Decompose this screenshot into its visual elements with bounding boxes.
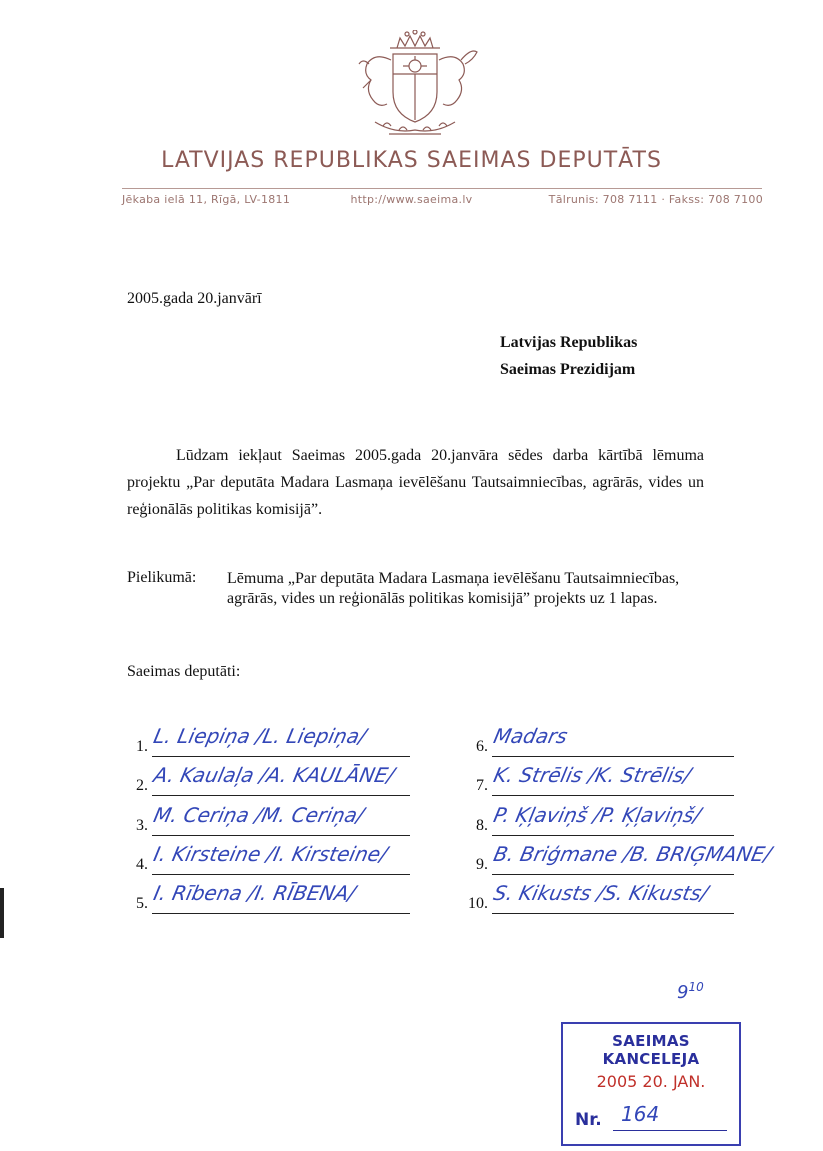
signature-number: 10. [468, 895, 488, 912]
page-mark-sup: 10 [688, 980, 704, 994]
signature-line [152, 756, 410, 757]
signature-line [492, 913, 734, 914]
stamp-number-line [613, 1130, 727, 1131]
signature-line [492, 835, 734, 836]
stamp-title: SAEIMAS KANCELEJA [602, 1032, 700, 1068]
signature-number: 5. [136, 895, 148, 912]
signature-number: 2. [136, 777, 148, 794]
addressee-block [500, 329, 637, 383]
stamp-nr-label: Nr. [575, 1110, 602, 1130]
attachment-label: Pielikumā: [127, 569, 197, 586]
handwritten-signature: Madars [491, 724, 570, 748]
header-divider [122, 188, 762, 189]
attachment-text: Lēmuma „Par deputāta Madara Lasmaņa ievēlēšanu Tautsaimniecības, agrārās, vides un reģionālās politikas komisijā” projekts uz 1 lapas. [227, 570, 680, 607]
deputies-label: Saeimas deputāti: [127, 663, 241, 680]
scan-edge-mark [0, 888, 4, 938]
website-link[interactable]: http://www.saeima.lv [350, 193, 473, 206]
signature-line [492, 795, 734, 796]
signature-line [152, 913, 410, 914]
signature-line [492, 874, 734, 875]
handwritten-page-mark [677, 980, 704, 1003]
address-text: Jēkaba ielā 11, Rīgā, LV-1811 [122, 193, 291, 206]
handwritten-signature: K. Strēlis /K. Strēlis/ [491, 763, 694, 787]
letter-date: 2005.gada 20.janvārī [127, 290, 262, 307]
handwritten-signature: I. Kirsteine /I. Kirsteine/ [151, 842, 390, 866]
stamp-date: 2005 20. JAN. [596, 1072, 706, 1091]
signature-line [152, 874, 410, 875]
page-mark-base: 9 [677, 982, 689, 1003]
handwritten-signature: L. Liepiņa /L. Liepiņa/ [151, 724, 369, 748]
signature-number: 4. [136, 856, 148, 873]
latvian-coat-of-arms-icon [345, 30, 485, 142]
signature-number: 1. [136, 738, 148, 755]
handwritten-signature: I. Rībena /I. RĪBENA/ [151, 881, 358, 905]
letter-body-text: Lūdzam iekļaut Saeimas 2005.gada 20.janvāra sēdes darba kārtībā lēmuma projektu „Par deputāta Madara Lasmaņa ievēlēšanu Tautsaimniecības, agrārās, vides un reģionālās politikas komisijā”. [127, 447, 704, 518]
signature-line [492, 756, 734, 757]
handwritten-signature: S. Kikusts /S. Kikusts/ [491, 881, 711, 905]
handwritten-signature: A. Kaulaļa /A. KAULĀNE/ [151, 763, 397, 787]
org-title: LATVIJAS REPUBLIKAS SAEIMAS DEPUTĀTS [161, 148, 662, 173]
signature-number: 7. [476, 777, 488, 794]
signature-line [152, 795, 410, 796]
signature-number: 8. [476, 817, 488, 834]
addressee-line-1: Latvijas Republikas [500, 334, 638, 351]
handwritten-signature: B. Briģmane /B. BRIĢMANE/ [491, 842, 774, 866]
phone-fax-text: Tālrunis: 708 7111 · Fakss: 708 7100 [548, 193, 763, 206]
handwritten-signature: P. Ķļaviņš /P. Ķļaviņš/ [491, 803, 704, 827]
signature-number: 6. [476, 738, 488, 755]
addressee-line-2: Saeimas Prezidijam [500, 361, 636, 378]
handwritten-signature: M. Ceriņa /M. Ceriņa/ [151, 803, 367, 827]
signature-number: 3. [136, 817, 148, 834]
registry-stamp [561, 1022, 741, 1146]
letter-body [127, 442, 704, 523]
stamp-number: 164 [621, 1102, 660, 1126]
signature-number: 9. [476, 856, 488, 873]
signature-line [152, 835, 410, 836]
